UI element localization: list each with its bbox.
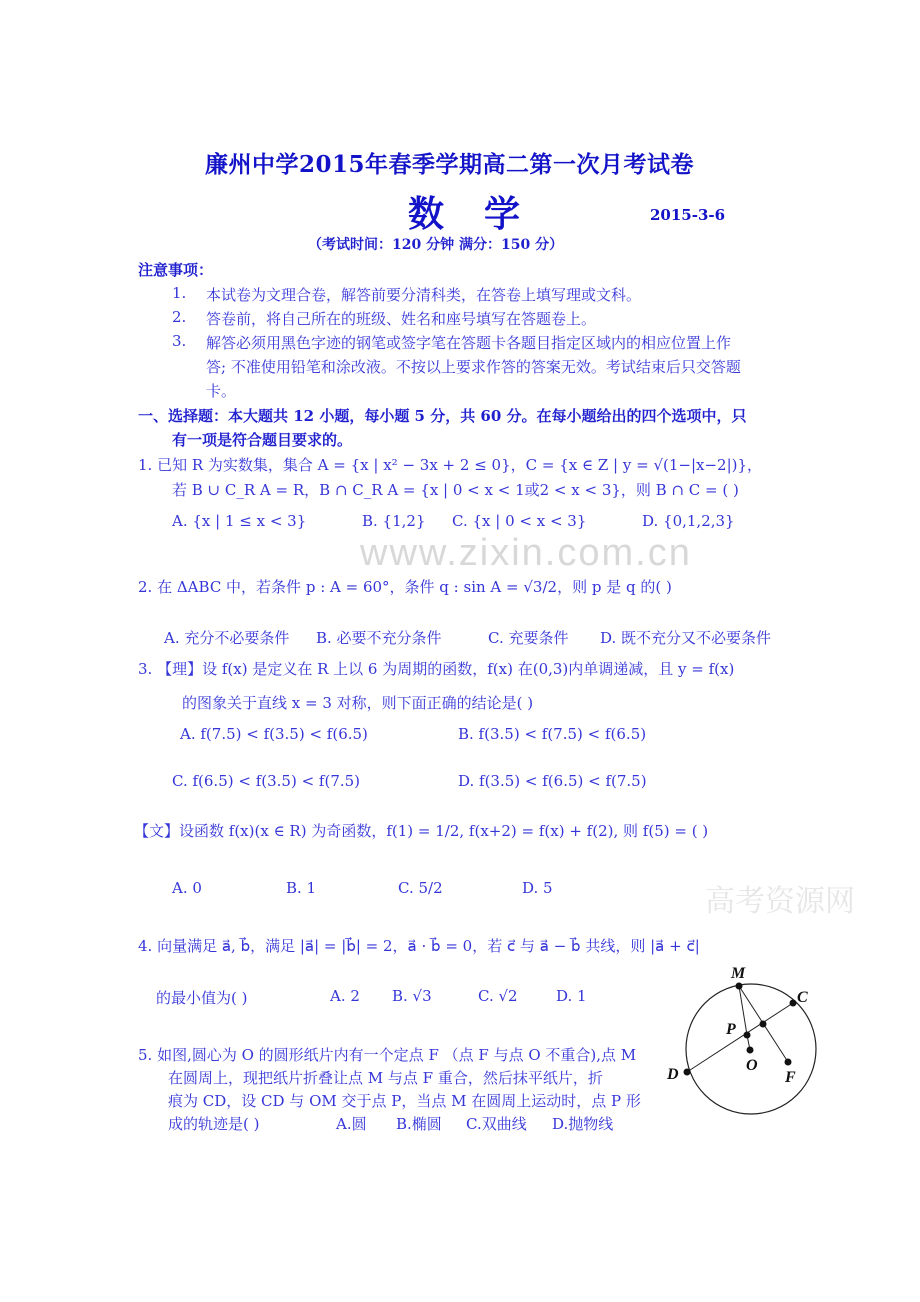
q1-line: 若 B ∪ C_R A = R，B ∩ C_R A = {x | 0 < x < 1或2 < x < 3}，则 B ∩ C = ( ) — [172, 481, 739, 499]
point-o — [747, 1047, 754, 1054]
q2-option-a: A. 充分不必要条件 — [164, 629, 290, 647]
q2-option-c: C. 充要条件 — [488, 629, 569, 647]
point-m — [736, 983, 743, 990]
q5-option-c: C.双曲线 — [466, 1115, 527, 1133]
watermark: www.zixin.com.cn — [360, 532, 692, 574]
q5-line: 5. 如图,圆心为 O 的圆形纸片内有一个定点 F （点 F 与点 O 不重合),点 M — [138, 1046, 637, 1064]
label-m: M — [731, 965, 746, 982]
q2-option-d: D. 既不充分又不必要条件 — [600, 629, 772, 647]
point-midpoint — [760, 1021, 767, 1028]
q3-option-a: A. f(7.5) < f(3.5) < f(6.5) — [180, 725, 368, 743]
q3w-option-b: B. 1 — [286, 879, 317, 897]
point-d — [684, 1069, 691, 1076]
exam-title: 廉州中学2015年春季学期高二第一次月考试卷 — [205, 151, 695, 178]
point-c — [790, 1000, 797, 1007]
label-c: C — [797, 989, 808, 1006]
subject-title: 数学 — [408, 193, 561, 235]
note-num: 1. — [172, 284, 187, 302]
label-f: F — [785, 1069, 796, 1086]
q5-option-b: B.椭圆 — [396, 1115, 442, 1133]
section-heading-cont: 有一项是符合题目要求的。 — [172, 431, 353, 449]
q5-line: 在圆周上，现把纸片折叠让点 M 与点 F 重合，然后抹平纸片，折 — [168, 1069, 603, 1087]
note-text: 答卷前，将自己所在的班级、姓名和座号填写在答题卷上。 — [206, 310, 597, 328]
q1-option-c: C. {x | 0 < x < 3} — [452, 512, 587, 530]
q3w-option-a: A. 0 — [172, 879, 202, 897]
q3-line: 的图象关于直线 x = 3 对称，则下面正确的结论是( ) — [182, 694, 534, 712]
note-text: 解答必须用黑色字迹的钢笔或签字笔在答题卡各题目指定区域内的相应位置上作 — [206, 334, 732, 352]
notes-heading: 注意事项： — [138, 261, 214, 279]
q4-line: 的最小值为( ) — [156, 989, 248, 1007]
circle-diagram — [660, 960, 830, 1130]
q2-line: 2. 在 ΔABC 中，若条件 p : A = 60°，条件 q : sin A = √3/2，则 p 是 q 的( ) — [138, 578, 672, 596]
q4-line: 4. 向量满足 a⃗, b⃗，满足 |a⃗| = |b⃗| = 2，a⃗ · b⃗ = 0，若 c⃗ 与 a⃗ − b⃗ 共线，则 |a⃗ + c⃗| — [138, 937, 700, 955]
label-o: O — [746, 1057, 758, 1074]
q2-option-b: B. 必要不充分条件 — [316, 629, 442, 647]
q3-line: 3. 【理】设 f(x) 是定义在 R 上以 6 为周期的函数，f(x) 在(0,3)内单调递减，且 y = f(x) — [138, 660, 735, 678]
exam-date: 2015-3-6 — [650, 206, 726, 224]
watermark-side: 高考资源网 — [705, 884, 855, 919]
note-num: 3. — [172, 332, 187, 350]
q1-option-d: D. {0,1,2,3} — [642, 512, 735, 530]
q3w-option-c: C. 5/2 — [398, 879, 443, 897]
crease-line-cd — [687, 1003, 793, 1072]
q3-option-b: B. f(3.5) < f(7.5) < f(6.5) — [458, 725, 647, 743]
q1-line: 1. 已知 R 为实数集，集合 A = {x | x² − 3x + 2 ≤ 0}，C = {x ∈ Z | y = √(1−|x−2|)}， — [138, 456, 763, 474]
q1-option-b: B. {1,2} — [362, 512, 426, 530]
note-text: 卡。 — [206, 382, 237, 400]
q1-option-a: A. {x | 1 ≤ x < 3} — [172, 512, 307, 530]
q5-option-a: A.圆 — [336, 1115, 367, 1133]
q4-option-a: A. 2 — [330, 987, 360, 1005]
note-text: 本试卷为文理合卷，解答前要分清科类，在答卷上填写理或文科。 — [206, 286, 642, 304]
q5-line: 痕为 CD，设 CD 与 OM 交于点 P，当点 M 在圆周上运动时，点 P 形 — [168, 1092, 641, 1110]
q5-option-d: D.抛物线 — [552, 1115, 614, 1133]
label-p: P — [726, 1021, 736, 1038]
point-f — [785, 1059, 792, 1066]
note-text: 答; 不准使用铅笔和涂改液。不按以上要求作答的答案无效。考试结束后只交答题 — [206, 358, 741, 376]
segment-mp — [739, 986, 747, 1035]
q4-option-d: D. 1 — [556, 987, 587, 1005]
q3w-line: 【文】设函数 f(x)(x ∈ R) 为奇函数，f(1) = 1/2, f(x+2) = f(x) + f(2), 则 f(5) = ( ) — [134, 822, 709, 840]
section-heading: 一、选择题：本大题共 12 小题，每小题 5 分，共 60 分。在每小题给出的四个选项中，只 — [138, 407, 747, 425]
point-p — [744, 1032, 751, 1039]
q5-line: 成的轨迹是( ) — [168, 1115, 260, 1133]
q4-option-c: C. √2 — [478, 987, 518, 1005]
exam-info: （考试时间：120 分钟 满分：150 分） — [308, 237, 564, 253]
q3w-option-d: D. 5 — [522, 879, 553, 897]
q3-option-c: C. f(6.5) < f(3.5) < f(7.5) — [172, 772, 361, 790]
note-num: 2. — [172, 308, 187, 326]
q3-option-d: D. f(3.5) < f(6.5) < f(7.5) — [458, 772, 647, 790]
q4-option-b: B. √3 — [392, 987, 432, 1005]
label-d: D — [667, 1066, 679, 1083]
